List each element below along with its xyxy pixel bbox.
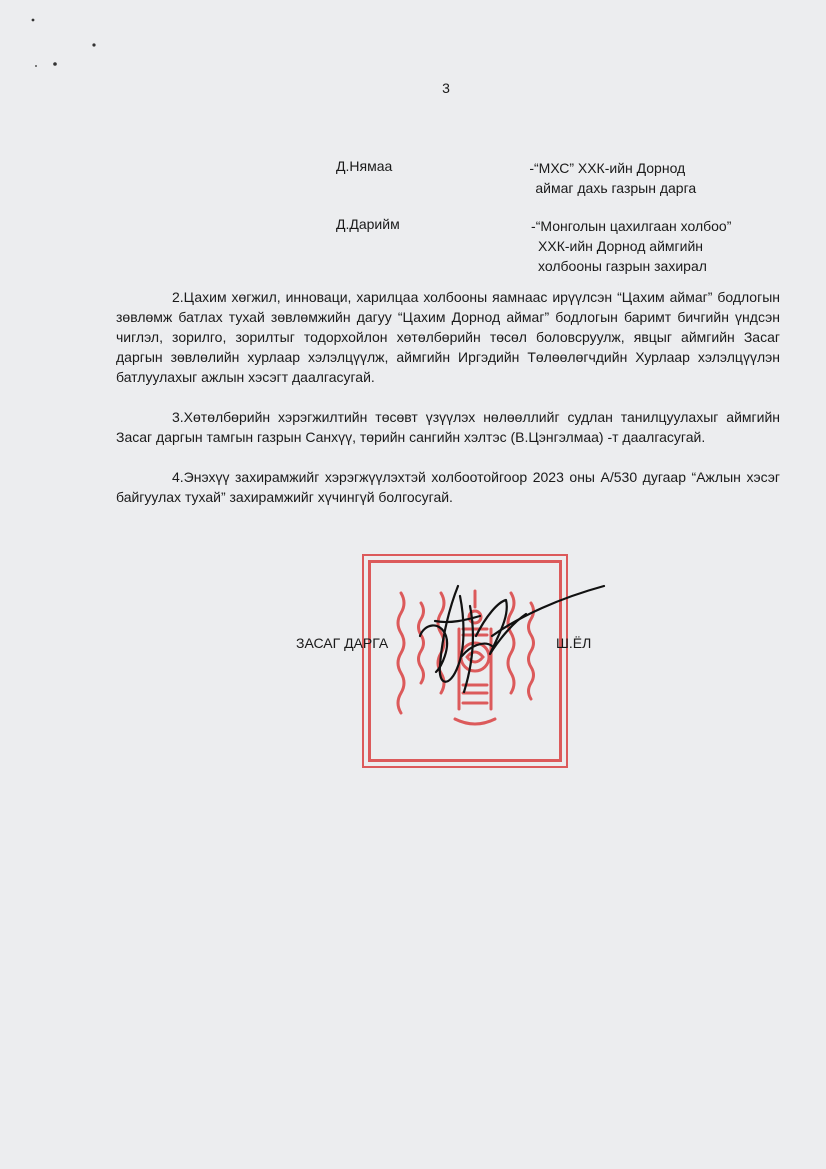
member-role-line: аймаг дахь газрын дарга bbox=[535, 180, 697, 196]
signatory-name: Ш.ЁЛ bbox=[556, 635, 592, 651]
page-number: 3 bbox=[442, 80, 450, 96]
member-role-line: -“Монголын цахилгаан холбоо” bbox=[531, 218, 732, 234]
member-role-line: холбооны газрын захирал bbox=[538, 258, 707, 274]
document-body bbox=[116, 287, 780, 527]
member-row bbox=[336, 216, 776, 276]
paragraph: 4.Энэхүү захирамжийг хэрэгжүүлэхтэй холбоотойгоор 2023 оны А/530 дугаар “Ажлын хэсэг байгуулах тухай” захирамжийг хүчингүй болгосугай. bbox=[116, 469, 780, 505]
member-list bbox=[336, 158, 776, 294]
paragraph: 3.Хөтөлбөрийн хэрэгжилтийн төсөвт үзүүлэх нөлөөллийг судлан танилцуулахыг аймгийн Засаг даргын тамгын газрын Санхүү, төрийн сангийн хэлтэс (В.Цэнгэлмаа) -т даалгасугай. bbox=[116, 409, 780, 445]
member-role-line: -“МХС” ХХК-ийн Дорнод bbox=[529, 160, 686, 176]
member-role bbox=[529, 158, 776, 198]
member-row bbox=[336, 158, 776, 198]
scan-specks bbox=[0, 0, 120, 80]
member-name: Д.Нямаа bbox=[336, 158, 393, 174]
signatory-title: ЗАСАГ ДАРГА bbox=[296, 635, 389, 651]
member-name: Д.Дарийм bbox=[336, 216, 400, 232]
member-role bbox=[531, 216, 776, 276]
member-role-line: ХХК-ийн Дорнод аймгийн bbox=[538, 238, 703, 254]
paragraph: 2.Цахим хөгжил, инноваци, харилцаа холбооны яамнаас ирүүлсэн “Цахим аймаг” бодлогын зөвлөмж батлах тухай зөвлөмжийн дагуу “Цахим Дорнод аймаг” бодлогын баримт бичгийн үндсэн чиглэл, зорилго, зорилтыг тодорхойлон хөтөлбөрийн төсөл боловсруулж, явцыг аймгийн Засаг даргын зөвлөлийн хурлаар хэлэлцүүлж, аймгийн Иргэдийн Төлөөлөгчдийн Хурлаар хэлэлцүүлэн батлуулахыг ажлын хэсэгт даалгасугай. bbox=[116, 289, 780, 385]
